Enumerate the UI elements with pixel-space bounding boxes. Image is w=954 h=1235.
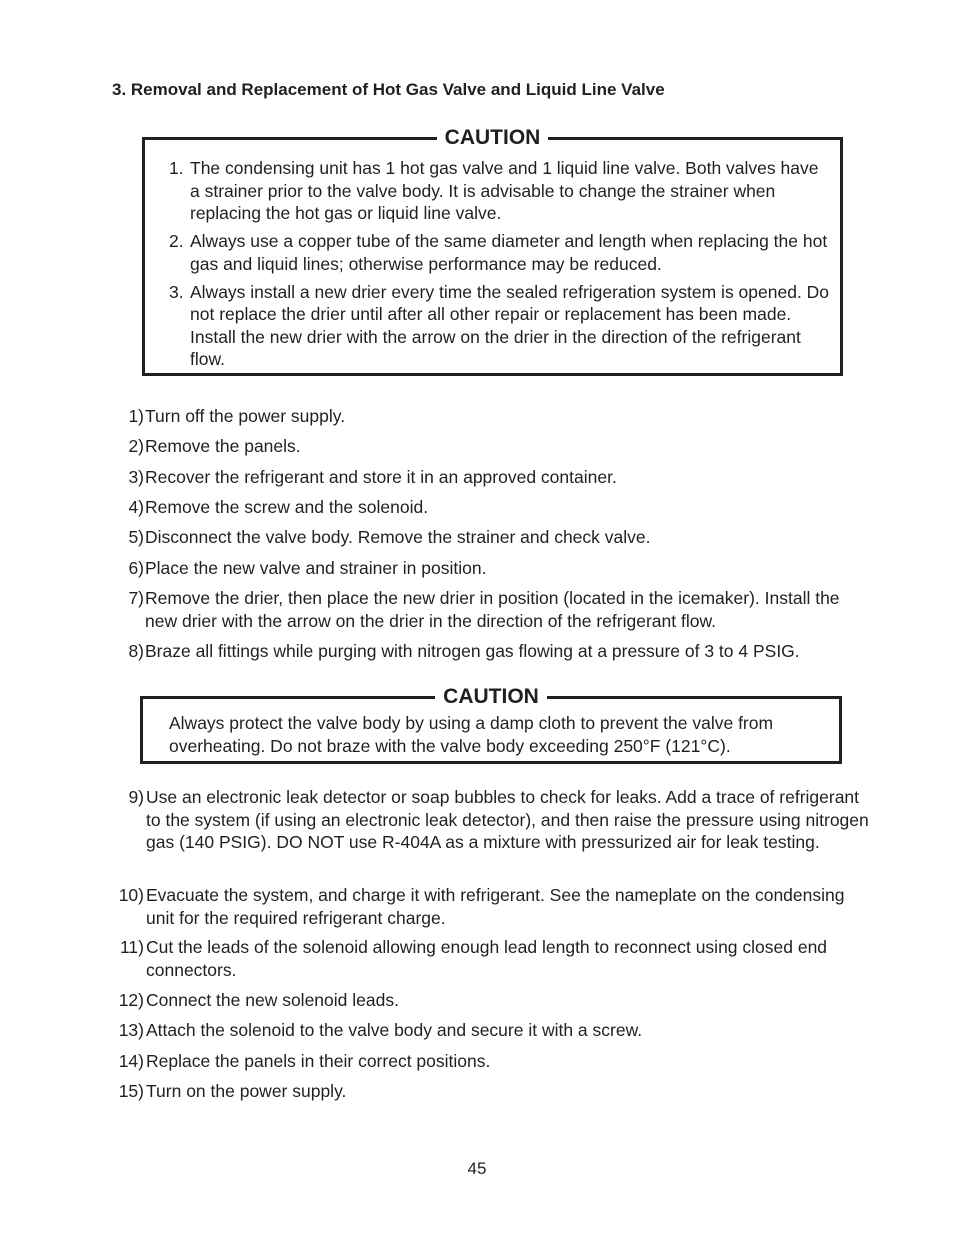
- procedure-step: [110, 587, 870, 632]
- step-text: Place the new valve and strainer in position.: [145, 558, 487, 578]
- step-number: 11): [120, 937, 144, 957]
- step-text: Turn on the power supply.: [146, 1081, 347, 1101]
- step-number: 10): [118, 885, 144, 905]
- step-number: 1): [128, 406, 144, 426]
- procedure-step: [110, 786, 870, 854]
- caution-title: CAUTION: [437, 126, 549, 149]
- caution-item-number: 1.: [169, 158, 184, 178]
- step-number: 5): [128, 527, 144, 547]
- procedure-step: [110, 1080, 870, 1103]
- caution-item: [169, 230, 830, 275]
- procedure-step: [110, 435, 870, 458]
- step-number: 9): [128, 787, 144, 807]
- procedure-step: [110, 557, 870, 580]
- caution-item-text: The condensing unit has 1 hot gas valve and 1 liquid line valve. Both valves have a strainer prior to the valve body. It is advisable to change the strainer when replacing the hot gas or liquid line valve.: [190, 158, 819, 223]
- caution-title: CAUTION: [435, 685, 547, 708]
- step-number: 6): [128, 558, 144, 578]
- step-text: Cut the leads of the solenoid allowing enough lead length to reconnect using closed end connectors.: [146, 937, 828, 980]
- step-text: Braze all fittings while purging with nitrogen gas flowing at a pressure of 3 to 4 PSIG.: [145, 641, 800, 661]
- procedure-step: [110, 466, 870, 489]
- page-number: 45: [467, 1159, 487, 1178]
- step-text: Remove the panels.: [145, 436, 301, 456]
- procedure-step: [110, 1019, 870, 1042]
- step-number: 15): [118, 1081, 144, 1101]
- section-heading: 3. Removal and Replacement of Hot Gas Valve and Liquid Line Valve: [112, 80, 665, 99]
- procedure-step: [110, 1050, 870, 1073]
- procedure-step: [110, 496, 870, 519]
- step-text: Connect the new solenoid leads.: [146, 990, 399, 1010]
- step-number: 3): [128, 467, 144, 487]
- step-number: 4): [128, 497, 144, 517]
- procedure-step: [110, 526, 870, 549]
- step-text: Remove the screw and the solenoid.: [145, 497, 429, 517]
- caution-box-2: [140, 685, 842, 764]
- step-text: Recover the refrigerant and store it in an approved container.: [145, 467, 617, 487]
- step-text: Disconnect the valve body. Remove the strainer and check valve.: [145, 527, 651, 547]
- caution-box-1: [142, 126, 843, 376]
- step-number: 7): [128, 588, 144, 608]
- caution-item-text: Always install a new drier every time the sealed refrigeration system is opened. Do not replace the drier until after all other repair or replacement has been made. Install the new drier with the arrow on the drier in the direction of the refrigerant flow.: [190, 281, 830, 369]
- step-text: Replace the panels in their correct positions.: [146, 1051, 491, 1071]
- step-number: 14): [118, 1051, 144, 1071]
- caution-item: [169, 281, 830, 371]
- caution-item: [169, 157, 830, 225]
- caution-list: [169, 157, 830, 376]
- step-text: Turn off the power supply.: [145, 406, 346, 426]
- caution-text: Always protect the valve body by using a damp cloth to prevent the valve from overheating. Do not braze with the valve body exceeding 250°F (121°C).: [169, 713, 774, 756]
- procedure-step: [110, 884, 870, 929]
- step-text: Attach the solenoid to the valve body and secure it with a screw.: [146, 1020, 643, 1040]
- step-number: 2): [128, 436, 144, 456]
- procedure-step: [110, 936, 870, 981]
- step-number: 8): [128, 641, 144, 661]
- caution-item-number: 3.: [169, 281, 184, 302]
- step-text: Remove the drier, then place the new drier in position (located in the icemaker). Install the new drier with the arrow on the drier in the direction of the refrigerant flow.: [145, 588, 840, 631]
- procedure-step: [110, 405, 870, 428]
- step-text: Use an electronic leak detector or soap bubbles to check for leaks. Add a trace of refrigerant to the system (if using an electronic leak detector), and then raise the pressure using nitrogen gas (140 PSIG). DO NOT use R-404A as a mixture with pressurized air for leak testing.: [146, 787, 869, 852]
- caution-item-text: Always use a copper tube of the same diameter and length when replacing the hot gas and liquid lines; otherwise performance may be reduced.: [190, 231, 828, 274]
- procedure-step: [110, 640, 870, 663]
- procedure-step: [110, 989, 870, 1012]
- step-text: Evacuate the system, and charge it with refrigerant. See the nameplate on the condensing unit for the required refrigerant charge.: [146, 885, 845, 928]
- step-number: 12): [118, 990, 144, 1010]
- caution-item-number: 2.: [169, 231, 184, 251]
- step-number: 13): [118, 1020, 144, 1040]
